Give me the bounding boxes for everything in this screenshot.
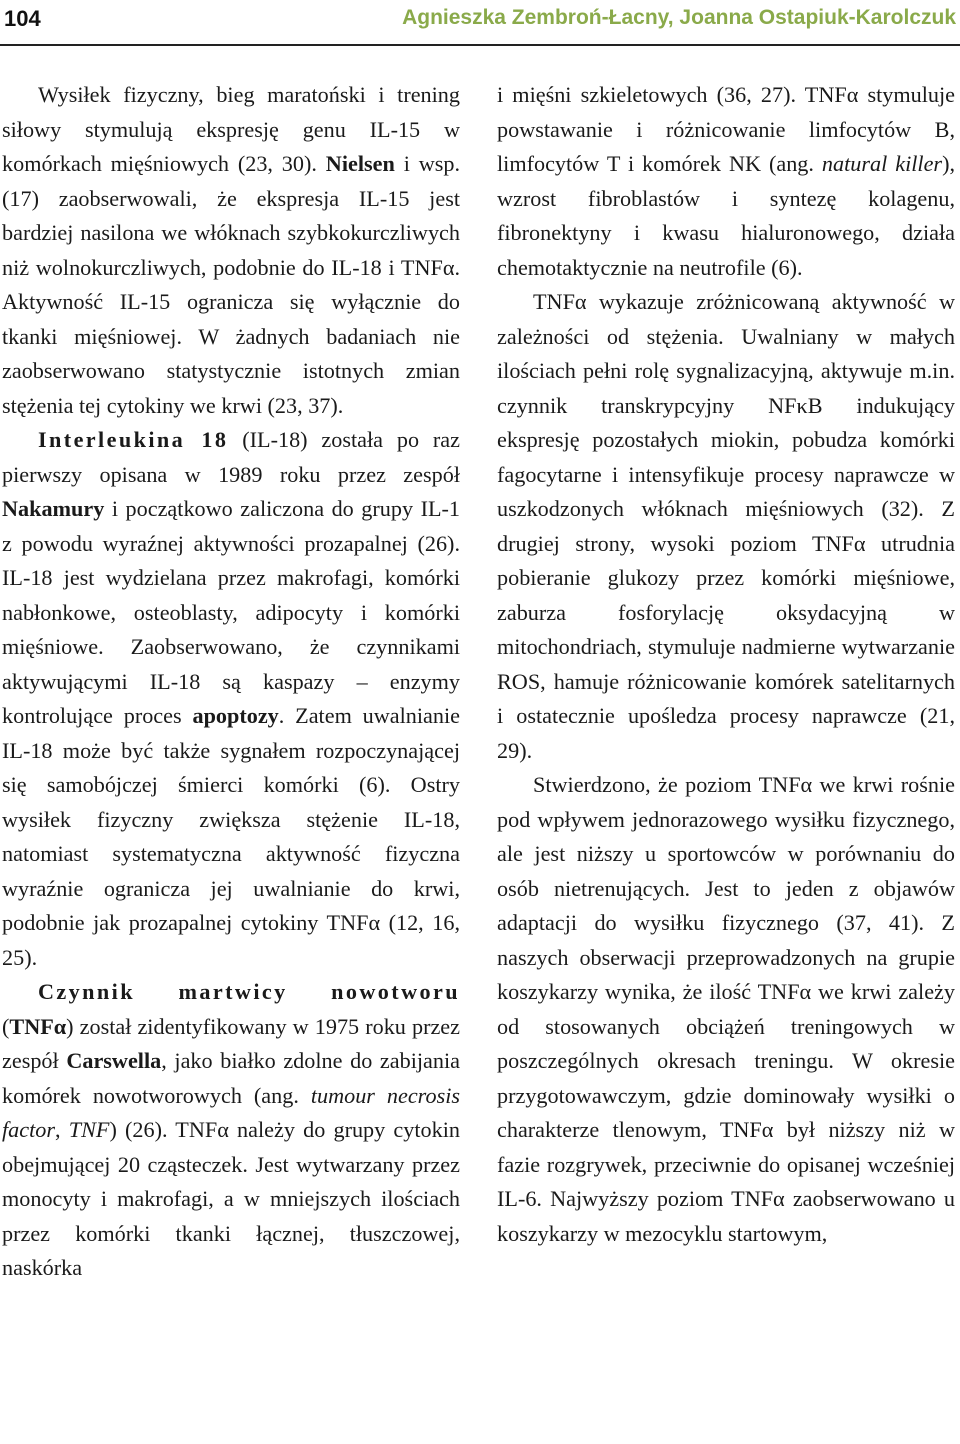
page-header <box>0 0 960 46</box>
italic-tnf: TNF <box>68 1117 110 1142</box>
term-interleukina-18: Interleukina 18 <box>38 427 229 452</box>
author-name-nielsen: Nielsen <box>325 151 395 176</box>
author-name-carswell: Carswella <box>66 1048 162 1073</box>
left-column <box>2 78 460 1286</box>
paragraph-il18: Interleukina 18 (IL-18) została po raz pierwszy opisana w 1989 roku przez zespół Nakamury i początkowo zaliczona do grupy IL-1 z powodu wyraźnej aktywności prozapalnej (26). IL-18 jest wydzielana przez makrofagi, komórki nabłonkowe, osteoblasty, adipocyty i komórki mięśniowe. Zaobserwowano, że czynnikami aktywującymi IL-18 są kaspazy – enzymy kontrolujące proces apoptozy. Zatem uwalnianie IL-18 może być także sygnałem rozpoczynającej się samobójczej śmierci komórki (6). Ostry wysiłek fizyczny zwiększa stężenie IL-18, natomiast systematyczna aktywność fizyczna wyraźnie ogranicza jej uwalnianie do krwi, podobnie jak prozapalnej cytokiny TNFα (12, 16, 25). <box>2 427 461 970</box>
term-tnfa: TNFα <box>9 1013 67 1039</box>
term-czynnik-martwicy: Czynnik martwicy nowotworu <box>38 979 460 1004</box>
paragraph-il15: Wysiłek fizyczny, bieg maratoński i trening siłowy stymulują ekspresję genu IL-15 w komórkach mięśniowych (23, 30). Nielsen i wsp. (17) zaobserwowali, że ekspresja IL-15 jest bardziej nasilona we włóknach szybkokurczliwych niż wolnokurczliwych, podobnie do IL-18 i TNFα. Aktywność IL-15 ogranicza się wyłącznie do tkanki mięśniowej. W żadnych badaniach nie zaobserwowano statystycznie istotnych zmian stężenia tej cytokiny we krwi (23, 37). <box>2 82 461 418</box>
paragraph-tnf-exercise: Stwierdzono, że poziom TNFα we krwi rośnie pod wpływem jednorazowego wysiłku fizycznego, ale jest niższy u sportowców w porównaniu do osób nietrenujących. Jest to jeden z objawów adaptacji do wysiłku fizycznego (37, 41). Z naszych obserwacji przeprowadzonych na grupie koszykarzy wynika, że ilość TNFα we krwi zależy od stosowanych obciążeń treningowych w poszczególnych okresach treningu. W okresie przygotowawczym, gdzie dominowały wysiłki o charakterze tlenowym, TNFα był niższy niż w fazie rozgrywek, przeciwnie do opisanej wcześniej IL-6. Najwyższy poziom TNFα zaobserwowano u koszykarzy w mezocyklu startowym, <box>497 772 955 1246</box>
italic-natural-killer: natural killer <box>821 151 943 176</box>
paragraph-tnf-continued: i mięśni szkieletowych (36, 27). TNFα stymuluje powstawanie i różnicowanie limfocytów B, limfocytów T i komórek NK (ang. natural killer), wzrost fibroblastów i syntezę kolagenu, fibronektyny i kwasu hialuronowego, działa chemotaktycznie na neutrofile (6). <box>497 82 955 280</box>
running-head-authors: Agnieszka Zembroń-Łacny, Joanna Ostapiuk-Karolczuk <box>402 6 956 29</box>
author-name-nakamura: Nakamury <box>2 496 105 521</box>
paragraph-tnf-intro: Czynnik martwicy nowotworu (TNFα) został zidentyfikowany w 1975 roku przez zespół Carswella, jako białko zdolne do zabijania komórek nowotworowych (ang. tumour necrosis factor, TNF) (26). TNFα należy do grupy cytokin obejmującej 20 cząsteczek. Jest wytwarzany przez monocyty i makrofagi, a w mniejszych ilościach przez komórki tkanki łącznej, tłuszczowej, naskórka <box>2 979 461 1280</box>
paragraph-tnf-activity: TNFα wykazuje zróżnicowaną aktywność w zależności od stężenia. Uwalniany w małych ilościach pełni rolę sygnalizacyjną, aktywuje m.in. czynnik transkrypcyjny NFκB indukujący ekspresję pozostałych miokin, pobudza komórki fagocytarne i intensyfikuje procesy naprawcze w uszkodzonych włóknach mięśniowych (32). Z drugiej strony, wysoki poziom TNFα utrudnia pobieranie glukozy przez komórki mięśniowe, zaburza fosforylację oksydacyjną w mitochondriach, stymuluje nadmierne wytwarzanie ROS, hamuje różnicowanie komórek satelitarnych i ostatecznie upośledza procesy naprawcze (21, 29). <box>497 289 955 763</box>
page-number: 104 <box>4 6 41 31</box>
italic-tumour-necrosis: tumour necrosis factor <box>2 1082 461 1142</box>
term-apoptozy: apoptozy <box>192 703 279 728</box>
right-column <box>497 78 955 1251</box>
